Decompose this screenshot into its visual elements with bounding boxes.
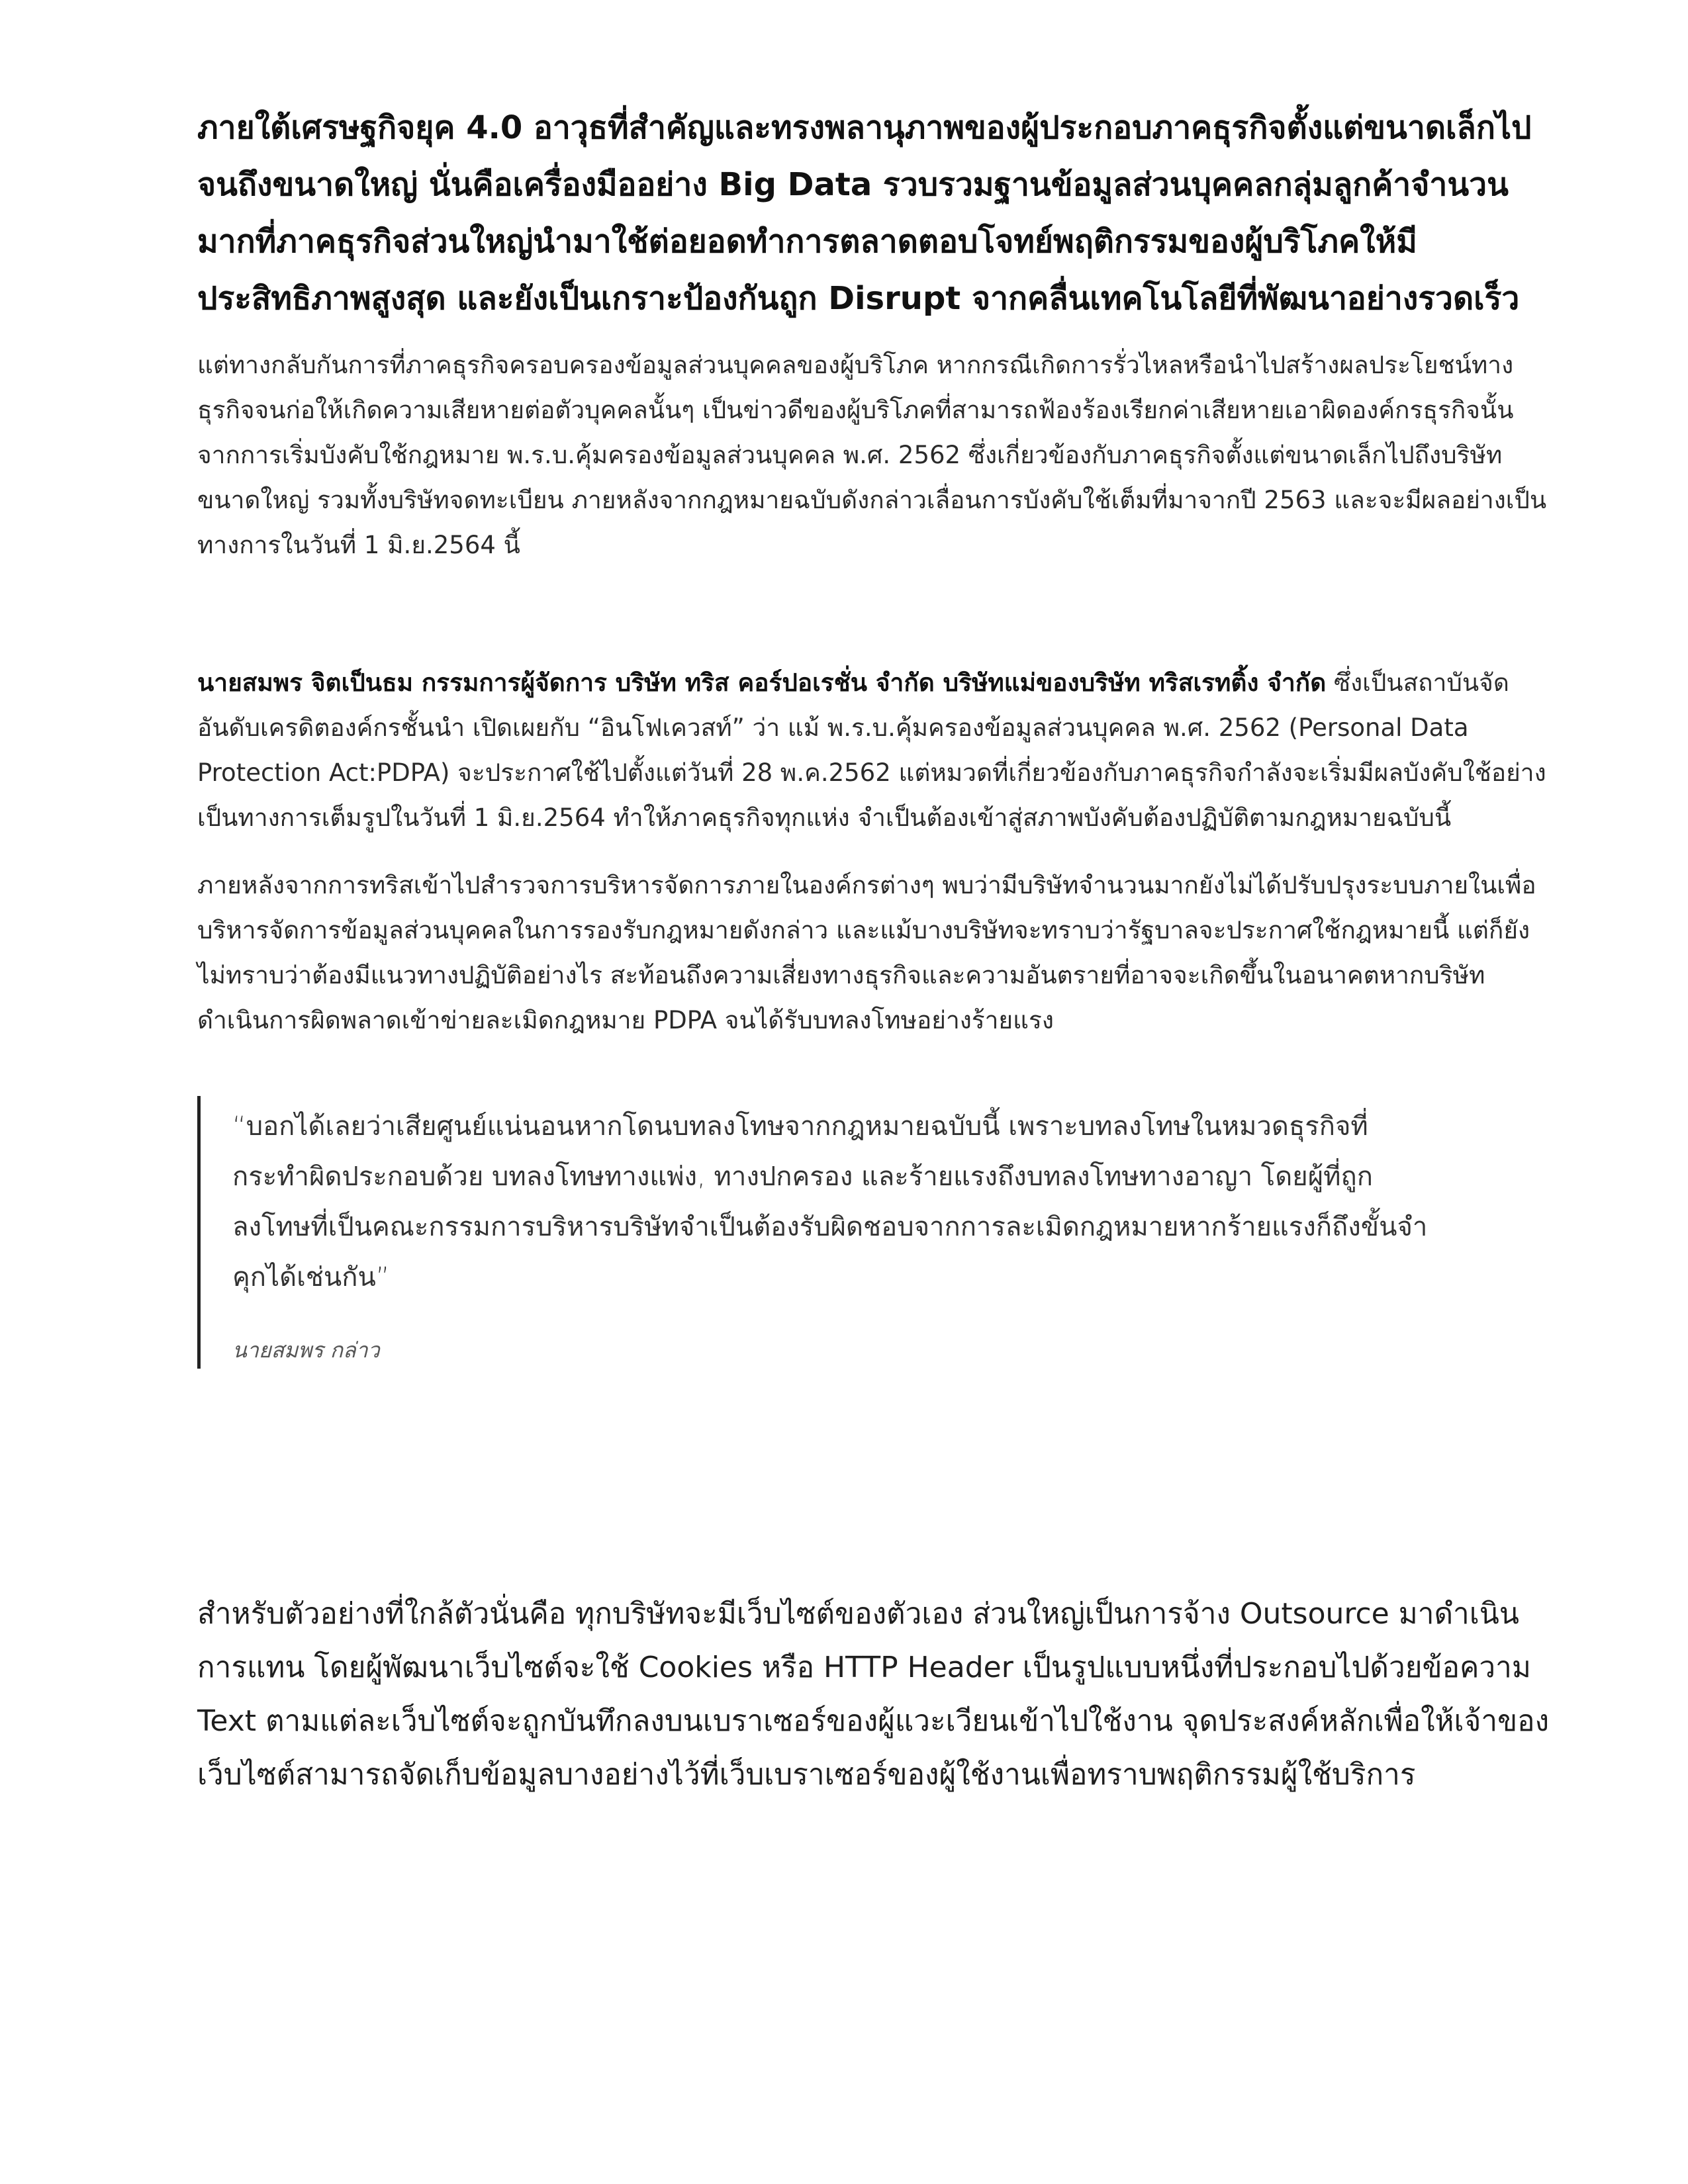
quote-text: “บอกได้เลยว่าเสียศูนย์แน่นอนหากโดนบทลงโทษจากกฎหมายฉบับนี้ เพราะบทลงโทษในหมวดธุรกิจที่กระทำผิดประกอบด้วย บทลงโทษทางแพ่ง, ทางปกครอง และร้ายแรงถึงบทลงโทษทางอาญา โดยผู้ที่ถูกลงโทษที่เป็นคณะกรรมการบริหารบริษัทจำเป็นต้องรับผิดชอบจากการละเมิดกฎหมายหากร้ายแรงก็ถึงขั้นจำคุกได้เช่นกัน” — [232, 1111, 1428, 1293]
quote-attribution: นายสมพร กล่าว — [232, 1338, 380, 1363]
article-lead-heading: ภายใต้เศรษฐกิจยุค 4.0 อาวุธที่สำคัญและทรงพลานุภาพของผู้ประกอบภาคธุรกิจตั้งแต่ขนาดเล็กไปจนถึงขนาดใหญ่ นั่นคือเครื่องมืออย่าง Big Data รวบรวมฐานข้อมูลส่วนบุคคลกลุ่มลูกค้าจำนวนมากที่ภาคธุรกิจส่วนใหญ่นำมาใช้ต่อยอดทำการตลาดตอบโจทย์พฤติกรรมของผู้บริโภคให้มีประสิทธิภาพสูงสุด และยังเป็นเกราะป้องกันถูก Disrupt จากคลื่นเทคโนโลยีที่พัฒนาอย่างรวดเร็ว — [197, 109, 1532, 317]
pull-quote — [197, 1096, 1437, 1369]
paragraph-tris-statement-body: ซึ่งเป็นสถาบันจัดอันดับเครดิตองค์กรชั้นนำ เปิดเผยกับ “อินโฟเควสท์” ว่า แม้ พ.ร.บ.คุ้มครองข้อมูลส่วนบุคคล พ.ศ. 2562 (Personal Data Protection Act:PDPA) จะประกาศใช้ไปตั้งแต่วันที่ 28 พ.ค.2562 แต่หมวดที่เกี่ยวข้องกับภาคธุรกิจกำลังจะเริ่มมีผลบังคับใช้อย่างเป็นทางการเต็มรูปในวันที่ 1 มิ.ย.2564 ทำให้ภาคธุรกิจทุกแห่ง จำเป็นต้องเข้าสู่สภาพบังคับต้องปฏิบัติตามกฎหมายฉบับนี้ — [197, 668, 1546, 832]
article-page — [197, 99, 1554, 1801]
paragraph-cookies-example: สำหรับตัวอย่างที่ใกล้ตัวนั่นคือ ทุกบริษัทจะมีเว็บไซต์ของตัวเอง ส่วนใหญ่เป็นการจ้าง Outsource มาดำเนินการแทน โดยผู้พัฒนาเว็บไซต์จะใช้ Cookies หรือ HTTP Header เป็นรูปแบบหนึ่งที่ประกอบไปด้วยข้อความ Text ตามแต่ละเว็บไซต์จะถูกบันทึกลงบนเบราเซอร์ของผู้แวะเวียนเข้าไปใช้งาน จุดประสงค์หลักเพื่อให้เจ้าของเว็บไซต์สามารถจัดเก็บข้อมูลบางอย่างไว้ที่เว็บเบราเซอร์ของผู้ใช้งานเพื่อทราบพฤติกรรมผู้ใช้บริการ — [197, 1597, 1550, 1792]
paragraph-survey-findings: ภายหลังจากการทริสเข้าไปสำรวจการบริหารจัดการภายในองค์กรต่างๆ พบว่ามีบริษัทจำนวนมากยังไม่ได้ปรับปรุงระบบภายในเพื่อบริหารจัดการข้อมูลส่วนบุคคลในการรองรับกฎหมายดังกล่าว และแม้บางบริษัทจะทราบว่ารัฐบาลจะประกาศใช้กฎหมายนี้ แต่ก็ยังไม่ทราบว่าต้องมีแนวทางปฏิบัติอย่างไร สะท้อนถึงความเสี่ยงทางธุรกิจและความอันตรายที่อาจจะเกิดขึ้นในอนาคตหากบริษัทดำเนินการผิดพลาดเข้าข่ายละเมิดกฎหมาย PDPA จนได้รับบทลงโทษอย่างร้ายแรง — [197, 871, 1536, 1034]
paragraph-pdpa-intro: แต่ทางกลับกันการที่ภาคธุรกิจครอบครองข้อมูลส่วนบุคคลของผู้บริโภค หากกรณีเกิดการรั่วไหลหรือนำไปสร้างผลประโยชน์ทางธุรกิจจนก่อให้เกิดความเสียหายต่อตัวบุคคลนั้นๆ เป็นข่าวดีของผู้บริโภคที่สามารถฟ้องร้องเรียกค่าเสียหายเอาผิดองค์กรธุรกิจนั้นจากการเริ่มบังคับใช้กฎหมาย พ.ร.บ.คุ้มครองข้อมูลส่วนบุคคล พ.ศ. 2562 ซึ่งเกี่ยวข้องกับภาคธุรกิจตั้งแต่ขนาดเล็กไปถึงบริษัทขนาดใหญ่ รวมทั้งบริษัทจดทะเบียน ภายหลังจากกฎหมายฉบับดังกล่าวเลื่อนการบังคับใช้เต็มที่มาจากปี 2563 และจะมีผลอย่างเป็นทางการในวันที่ 1 มิ.ย.2564 นี้ — [197, 351, 1547, 559]
paragraph-tris-statement — [197, 660, 1554, 841]
speaker-name-bold: นายสมพร จิตเป็นธม กรรมการผู้จัดการ บริษัท ทริส คอร์ปอเรชั่น จำกัด บริษัทแม่ของบริษัท ทริสเรทติ้ง จำกัด — [197, 668, 1327, 697]
